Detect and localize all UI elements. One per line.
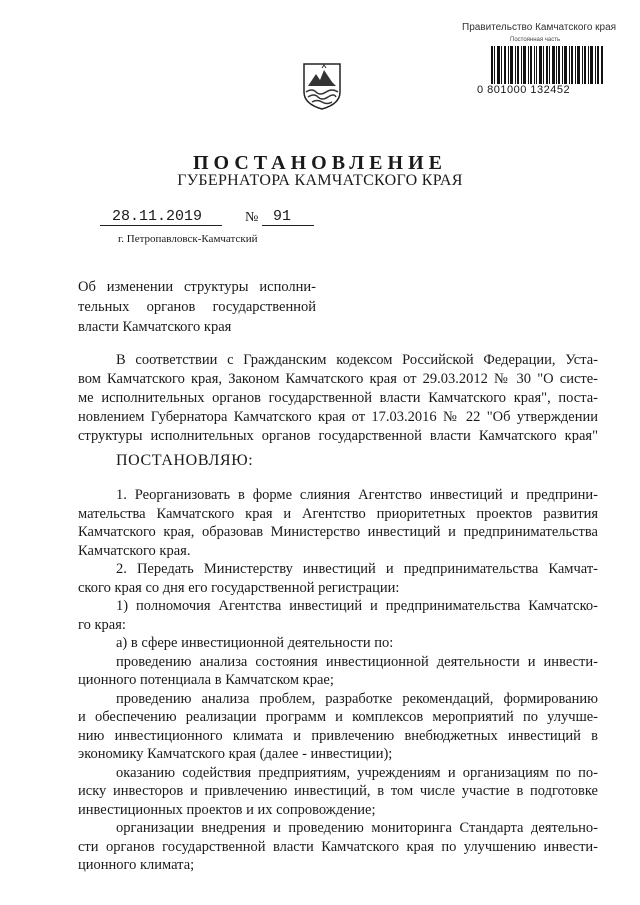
text-line: 1) полномочия Агентства инвестиций и предпринимательства Камчатско-	[116, 598, 598, 614]
document-number: 91	[273, 208, 292, 225]
text-line: а) в сфере инвестиционной деятельности по:	[116, 635, 394, 651]
paragraph-2-1	[78, 597, 598, 634]
paragraph-1	[78, 486, 598, 560]
document-subject	[78, 277, 316, 337]
text-line: проведению анализа проблем, разработке рекомендаций, формированию	[116, 690, 598, 707]
barcode	[491, 46, 603, 84]
preamble-line: новлением Губернатора Камчатского края от 17.03.2016 № 22 "Об утверждении	[78, 409, 598, 425]
text-line: ционного потенциала в Камчатском крае;	[78, 672, 334, 688]
text-line: ционного климата;	[78, 857, 195, 873]
preamble-line: структуры исполнительных органов государственной власти Камчатского края"	[78, 428, 598, 444]
date-underline	[100, 225, 222, 226]
number-sign: №	[245, 210, 259, 225]
paragraph-assistance	[78, 764, 598, 820]
body-text	[78, 486, 598, 875]
barcode-number: 0 801000 132452	[477, 84, 571, 96]
text-line: нию инвестиционного климата и привлечению внебюджетных инвестиций в	[78, 727, 598, 744]
text-line: оказанию содействия предприятиям, учреждениям и организациям по по-	[116, 764, 598, 781]
text-line: и обеспечению реализации программ и комплексов мероприятий по улучше-	[78, 709, 598, 725]
preamble	[78, 351, 598, 446]
text-line: инвестиционных проектов и их сопровождение;	[78, 801, 376, 818]
paragraph-standard	[78, 819, 598, 875]
text-line: 1. Реорганизовать в форме слияния Агентство инвестиций и предприни-	[116, 487, 598, 503]
preamble-line: В соответствии с Гражданским кодексом Российской Федерации, Уста-	[116, 352, 598, 368]
subject-line: Об изменении структуры исполни-	[78, 279, 316, 295]
coat-of-arms-emblem	[302, 62, 342, 110]
paragraph-2	[78, 560, 598, 597]
text-line: проведению анализа состояния инвестиционной деятельности и инвести-	[116, 653, 598, 670]
text-line: мательства Камчатского края и Агентство приоритетных проектов развития	[78, 505, 598, 522]
text-line: иску инвесторов и привлечению инвестиций, в том числе участие в подготовке	[78, 783, 598, 799]
number-underline	[262, 225, 314, 226]
text-line: Камчатского края, образовав Министерство инвестиций и предпринимательства	[78, 524, 598, 540]
text-line: сти органов государственной власти Камчатского края по улучшению инвести-	[78, 838, 598, 855]
text-line: экономику Камчатского края (далее - инвестиции);	[78, 746, 393, 762]
paragraph-2-1-a	[78, 634, 598, 653]
text-line: 2. Передать Министерству инвестиций и предпринимательства Камчат-	[116, 561, 598, 577]
subject-line: власти Камчатского края	[78, 319, 232, 335]
document-subtitle: ГУБЕРНАТОРА КАМЧАТСКОГО КРАЯ	[177, 172, 463, 189]
document-title: ПОСТАНОВЛЕНИЕ	[193, 152, 447, 174]
stamp-organization: Правительство Камчатского края	[462, 22, 617, 33]
decree-word: ПОСТАНОВЛЯЮ:	[116, 452, 254, 469]
text-line: ского края со дня его государственной регистрации:	[78, 579, 400, 596]
paragraph-analysis-state	[78, 653, 598, 690]
preamble-line: вом Камчатского края, Законом Камчатского края от 29.03.2012 № 30 "О систе-	[78, 371, 598, 387]
subject-line: тельных органов государственной	[78, 299, 316, 315]
text-line: Камчатского края.	[78, 542, 191, 559]
preamble-line: ме исполнительных органов государственной власти Камчатского края", поста-	[78, 390, 598, 406]
paragraph-analysis-problems	[78, 690, 598, 764]
document-date: 28.11.2019	[112, 208, 203, 225]
text-line: го края:	[78, 616, 126, 633]
text-line: организации внедрения и проведению мониторинга Стандарта деятельно-	[116, 820, 598, 836]
stamp-part-label: Постоянная часть	[510, 37, 561, 43]
document-city: г. Петропавловск-Камчатский	[118, 233, 258, 245]
